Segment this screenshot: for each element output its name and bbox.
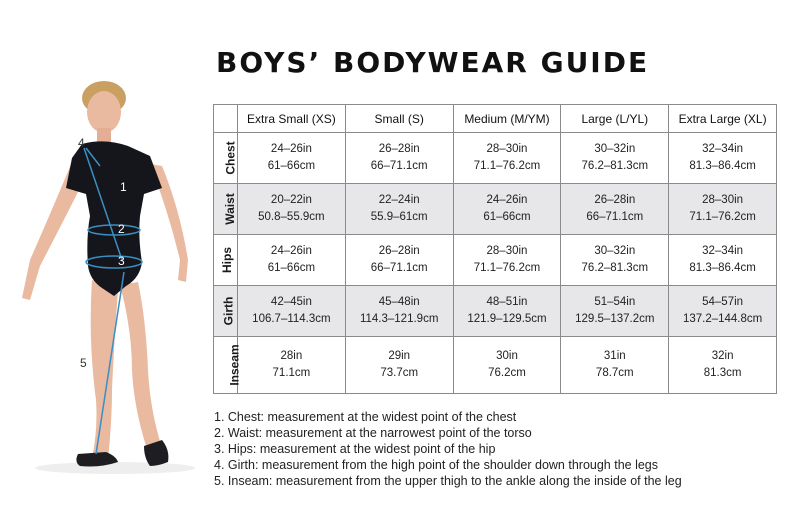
row-header-label: Girth (221, 296, 236, 326)
cell-centimeters: 106.7–114.3cm (252, 313, 331, 325)
row-header-waist (214, 184, 238, 235)
note-girth: 4. Girth: measurement from the high point of the shoulder down through the legs (214, 458, 659, 472)
cell-inches: 51–54in (594, 296, 636, 308)
cell-inches: 28–30in (702, 194, 744, 206)
table-cell (453, 184, 561, 235)
cell-inches: 32–34in (702, 245, 744, 257)
cell-centimeters: 55.9–61cm (370, 211, 428, 223)
column-header-s: Small (S) (345, 105, 453, 133)
cell-centimeters: 66–71.1cm (586, 211, 644, 223)
row-header-hips (214, 235, 238, 286)
table-cell (345, 235, 453, 286)
cell-inches: 24–26in (486, 194, 528, 206)
table-cell (669, 286, 777, 337)
cell-inches: 26–28in (378, 245, 420, 257)
row-header-label: Chest (223, 141, 238, 175)
cell-inches: 54–57in (702, 296, 744, 308)
cell-inches: 30–32in (594, 245, 636, 257)
table-cell (561, 337, 669, 394)
column-header-xl: Extra Large (XL) (669, 105, 777, 133)
table-cell (561, 286, 669, 337)
cell-centimeters: 121.9–129.5cm (467, 313, 547, 325)
table-cell (345, 133, 453, 184)
note-chest: 1. Chest: measurement at the widest point of the chest (214, 410, 517, 424)
cell-inches: 48–51in (486, 296, 528, 308)
table-cell (453, 133, 561, 184)
table-cell (453, 286, 561, 337)
marker-4: 4 (78, 136, 85, 150)
measurement-notes (214, 409, 784, 489)
cell-inches: 24–26in (270, 143, 312, 155)
cell-centimeters: 114.3–121.9cm (359, 313, 439, 325)
table-cell (345, 286, 453, 337)
cell-inches: 31in (603, 350, 626, 362)
table-row (214, 235, 777, 286)
marker-1: 1 (120, 180, 127, 194)
cell-centimeters: 71.1cm (272, 367, 311, 379)
table-cell (238, 133, 346, 184)
cell-inches: 28in (280, 350, 303, 362)
column-header-l: Large (L/YL) (561, 105, 669, 133)
cell-inches: 29in (388, 350, 411, 362)
table-cell (561, 184, 669, 235)
note-inseam: 5. Inseam: measurement from the upper thigh to the ankle along the inside of the leg (214, 474, 682, 488)
cell-centimeters: 61–66cm (267, 262, 316, 274)
table-row (214, 133, 777, 184)
cell-inches: 26–28in (594, 194, 636, 206)
note-hips: 3. Hips: measurement at the widest point of the hip (214, 442, 496, 456)
cell-centimeters: 76.2cm (488, 367, 526, 379)
table-cell (238, 286, 346, 337)
cell-inches: 32–34in (702, 143, 744, 155)
table-header-row (214, 105, 777, 133)
cell-inches: 45–48in (378, 296, 420, 308)
cell-centimeters: 78.7cm (595, 367, 634, 379)
cell-inches: 22–24in (378, 194, 420, 206)
cell-centimeters: 50.8–55.9cm (258, 211, 325, 223)
table-row (214, 337, 777, 394)
row-header-label: Hips (220, 246, 235, 274)
cell-inches: 28–30in (486, 245, 528, 257)
column-header-xs: Extra Small (XS) (238, 105, 346, 133)
cell-centimeters: 76.2–81.3cm (581, 160, 649, 172)
row-header-label: Inseam (227, 344, 242, 386)
cell-centimeters: 66–71.1cm (370, 160, 428, 172)
cell-centimeters: 71.1–76.2cm (473, 262, 541, 274)
cell-inches: 20–22in (270, 194, 312, 206)
cell-centimeters: 129.5–137.2cm (575, 313, 655, 325)
table-cell (561, 235, 669, 286)
table-body (214, 133, 777, 394)
page-title: BOYS’ BODYWEAR GUIDE (216, 46, 650, 79)
row-header-inseam (214, 337, 242, 394)
row-header-label: Waist (222, 193, 237, 225)
cell-inches: 24–26in (270, 245, 312, 257)
table-cell (669, 235, 777, 286)
row-header-girth (214, 286, 238, 337)
cell-inches: 30–32in (594, 143, 636, 155)
note-waist: 2. Waist: measurement at the narrowest point of the torso (214, 426, 532, 440)
cell-centimeters: 71.1–76.2cm (689, 211, 756, 223)
cell-inches: 42–45in (270, 296, 312, 308)
cell-centimeters: 137.2–144.8cm (682, 313, 763, 325)
table-cell (238, 337, 346, 394)
table-cell (453, 235, 561, 286)
cell-centimeters: 61–66cm (267, 160, 316, 172)
marker-5: 5 (80, 356, 87, 370)
cell-centimeters: 81.3–86.4cm (689, 262, 756, 274)
table-cell (238, 184, 346, 235)
table-cell (238, 235, 346, 286)
cell-inches: 30in (496, 350, 518, 362)
model-figure (0, 70, 200, 500)
table-row (214, 184, 777, 235)
marker-3: 3 (118, 254, 125, 268)
table-cell (453, 337, 561, 394)
table-corner (214, 105, 238, 133)
column-header-m: Medium (M/YM) (453, 105, 561, 133)
cell-inches: 26–28in (378, 143, 420, 155)
cell-centimeters: 71.1–76.2cm (473, 160, 541, 172)
cell-inches: 32in (711, 350, 734, 362)
row-header-chest (214, 133, 238, 184)
table-cell (345, 184, 453, 235)
table-cell (345, 337, 453, 394)
cell-centimeters: 61–66cm (483, 211, 531, 223)
cell-centimeters: 66–71.1cm (370, 262, 428, 274)
boy-measurement-illustration (0, 70, 200, 500)
table-cell (669, 184, 777, 235)
cell-centimeters: 76.2–81.3cm (581, 262, 649, 274)
table-cell (669, 133, 777, 184)
table-cell (669, 337, 777, 394)
cell-centimeters: 81.3–86.4cm (689, 160, 756, 172)
cell-centimeters: 81.3cm (703, 367, 742, 379)
cell-inches: 28–30in (486, 143, 528, 155)
size-chart-table (213, 104, 777, 394)
marker-2: 2 (118, 222, 125, 236)
table-row (214, 286, 777, 337)
table-cell (561, 133, 669, 184)
cell-centimeters: 73.7cm (380, 367, 419, 379)
